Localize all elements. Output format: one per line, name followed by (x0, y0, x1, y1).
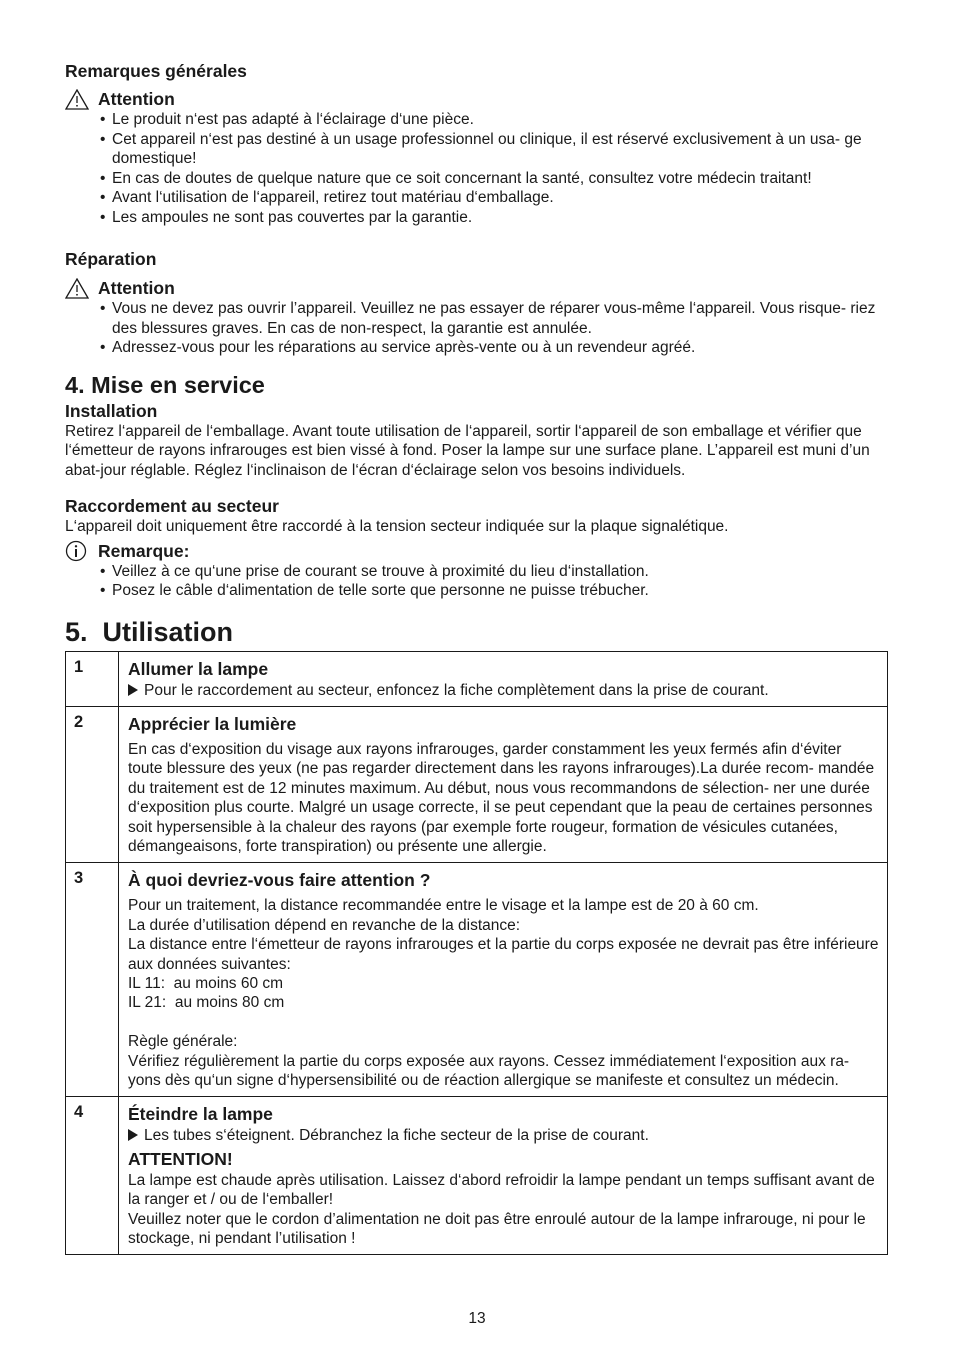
step-content (119, 706, 888, 862)
warning-icon (65, 278, 89, 299)
step-line: La distance entre l‘émetteur de rayons infrarouges et la partie du corps exposée ne devrait pas être inférieure aux données suivantes: (128, 936, 879, 973)
step-content (119, 651, 888, 706)
attention-label: Attention (65, 88, 887, 110)
list-item: • Adressez-vous pour les réparations au service après-vente ou à un revendeur agréé. (98, 338, 887, 358)
table-row (66, 651, 888, 706)
step-line: Règle générale: (128, 1033, 238, 1051)
note-bullets (65, 562, 887, 601)
section-4-title: 4. Mise en service (65, 371, 265, 398)
list-item: • En cas de doutes de quelque nature que ce soit concernant la santé, consultez votre médecin traitant! (98, 169, 887, 189)
step-number: 4 (66, 1097, 119, 1255)
step-title: Apprécier la lumière (128, 713, 297, 734)
page-content (65, 60, 887, 1255)
list-item: • Vous ne devez pas ouvrir l’appareil. Veuillez ne pas essayer de réparer vous-même l‘appareil. Vous risque- riez des blessures graves. En cas de non-respect, la garantie est annulée. (98, 299, 887, 338)
attention-heading: ATTENTION! (128, 1148, 233, 1169)
mains-heading: Raccordement au secteur (65, 496, 279, 516)
step-number: 1 (66, 651, 119, 706)
table-row (66, 706, 888, 862)
list-item: • Cet appareil n‘est pas destiné à un usage professionnel ou clinique, il est réservé exclusivement à un usa- ge domestique! (98, 130, 887, 169)
step-line: Pour un traitement, la distance recommandée entre le visage et la lampe est de 20 à 60 cm. (128, 897, 759, 915)
step-number: 3 (66, 863, 119, 1097)
usage-table (65, 651, 888, 1256)
list-item: • Avant l‘utilisation de l‘appareil, retirez tout matériau d‘emballage. (98, 188, 887, 208)
table-row (66, 863, 888, 1097)
spacer (128, 1013, 879, 1032)
step-content (119, 863, 888, 1097)
step-line: Veuillez noter que le cordon d’alimentation ne doit pas être enroulé autour de la lampe infrarouge, ni pour le stockage, ni pendant l’utilisation ! (128, 1210, 866, 1248)
note-label: Remarque: (65, 540, 887, 562)
step-line: IL 21: au moins 80 cm (128, 994, 285, 1012)
info-icon (65, 540, 87, 562)
step-line: Pour le raccordement au secteur, enfoncez la fiche complètement dans la prise de courant. (128, 681, 879, 700)
installation-text: Retirez l‘appareil de l‘emballage. Avant toute utilisation de l‘appareil, sortir l‘appareil de son emballage et vérifier que l‘émetteur de rayons infrarouges est bien vissé à fond. Poser la lampe sur une surface plane. L’appareil est muni d’un abat-jour réglable. Réglez l‘inclinaison de l‘écran d‘éclairage selon vos besoins individuels. (65, 422, 870, 479)
list-item: • Le produit n‘est pas adapté à l‘éclairage d‘une pièce. (98, 110, 887, 130)
step-title: À quoi devriez-vous faire attention ? (128, 870, 431, 891)
general-bullets (65, 110, 887, 227)
table-row (66, 1097, 888, 1255)
step-title: Éteindre la lampe (128, 1104, 273, 1125)
repair-bullets (65, 299, 887, 358)
repair-heading: Réparation (65, 249, 157, 269)
installation-heading: Installation (65, 400, 158, 421)
step-line: La lampe est chaude après utilisation. Laissez d‘abord refroidir la lampe pendant un temps suffisant avant de la ranger et / ou de l‘emballer! (128, 1171, 875, 1209)
step-line: La durée d’utilisation dépend en revanche de la distance: (128, 916, 521, 934)
attention-label: Attention (65, 277, 887, 299)
page-number: 13 (468, 1310, 486, 1327)
step-content (119, 1097, 888, 1255)
section-5-title: 5. Utilisation (65, 616, 234, 647)
step-line: Vérifiez régulièrement la partie du corps exposée aux rayons. Cessez immédiatement l‘exposition aux ra- yons dès qu‘un signe d‘hypersensibilité ou de réaction allergique se manifeste et consultez un médecin. (128, 1052, 850, 1089)
list-item: • Veillez à ce qu‘une prise de courant se trouve à proximité du lieu d‘installation. (98, 562, 887, 582)
step-number: 2 (66, 706, 119, 862)
general-remarks-heading: Remarques générales (65, 61, 247, 81)
list-item: • Les ampoules ne sont pas couvertes par la garantie. (98, 208, 887, 228)
step-title: Allumer la lampe (128, 658, 269, 679)
step-text: En cas d‘exposition du visage aux rayons infrarouges, garder constamment les yeux fermés afin d‘éviter toute blessure des yeux (ne pas regarder directement dans les rayons infrarouges).La durée recom- mandée du traitement est de 12 minutes maximum. Au début, nous vous recommandons de sélection- ner une durée d‘exposition plus courte. Malgré un usage correcte, il se peut cependant que la peau de certaines personnes soit hypersensible à la chaleur des rayons (par exemple forte rougeur, formation de vésicules cutanées, démangeaisons, forte transpiration) ou présente une allergie. (128, 740, 875, 855)
warning-icon (65, 89, 89, 110)
list-item: • Posez le câble d‘alimentation de telle sorte que personne ne puisse trébucher. (98, 581, 887, 601)
arrow-right-icon (128, 1129, 138, 1141)
step-line: IL 11: au moins 60 cm (128, 974, 284, 992)
mains-text: L‘appareil doit uniquement être raccordé à la tension secteur indiquée sur la plaque signalétique. (65, 518, 729, 535)
step-line: Les tubes s‘éteignent. Débranchez la fiche secteur de la prise de courant. (128, 1126, 879, 1145)
arrow-right-icon (128, 684, 138, 696)
